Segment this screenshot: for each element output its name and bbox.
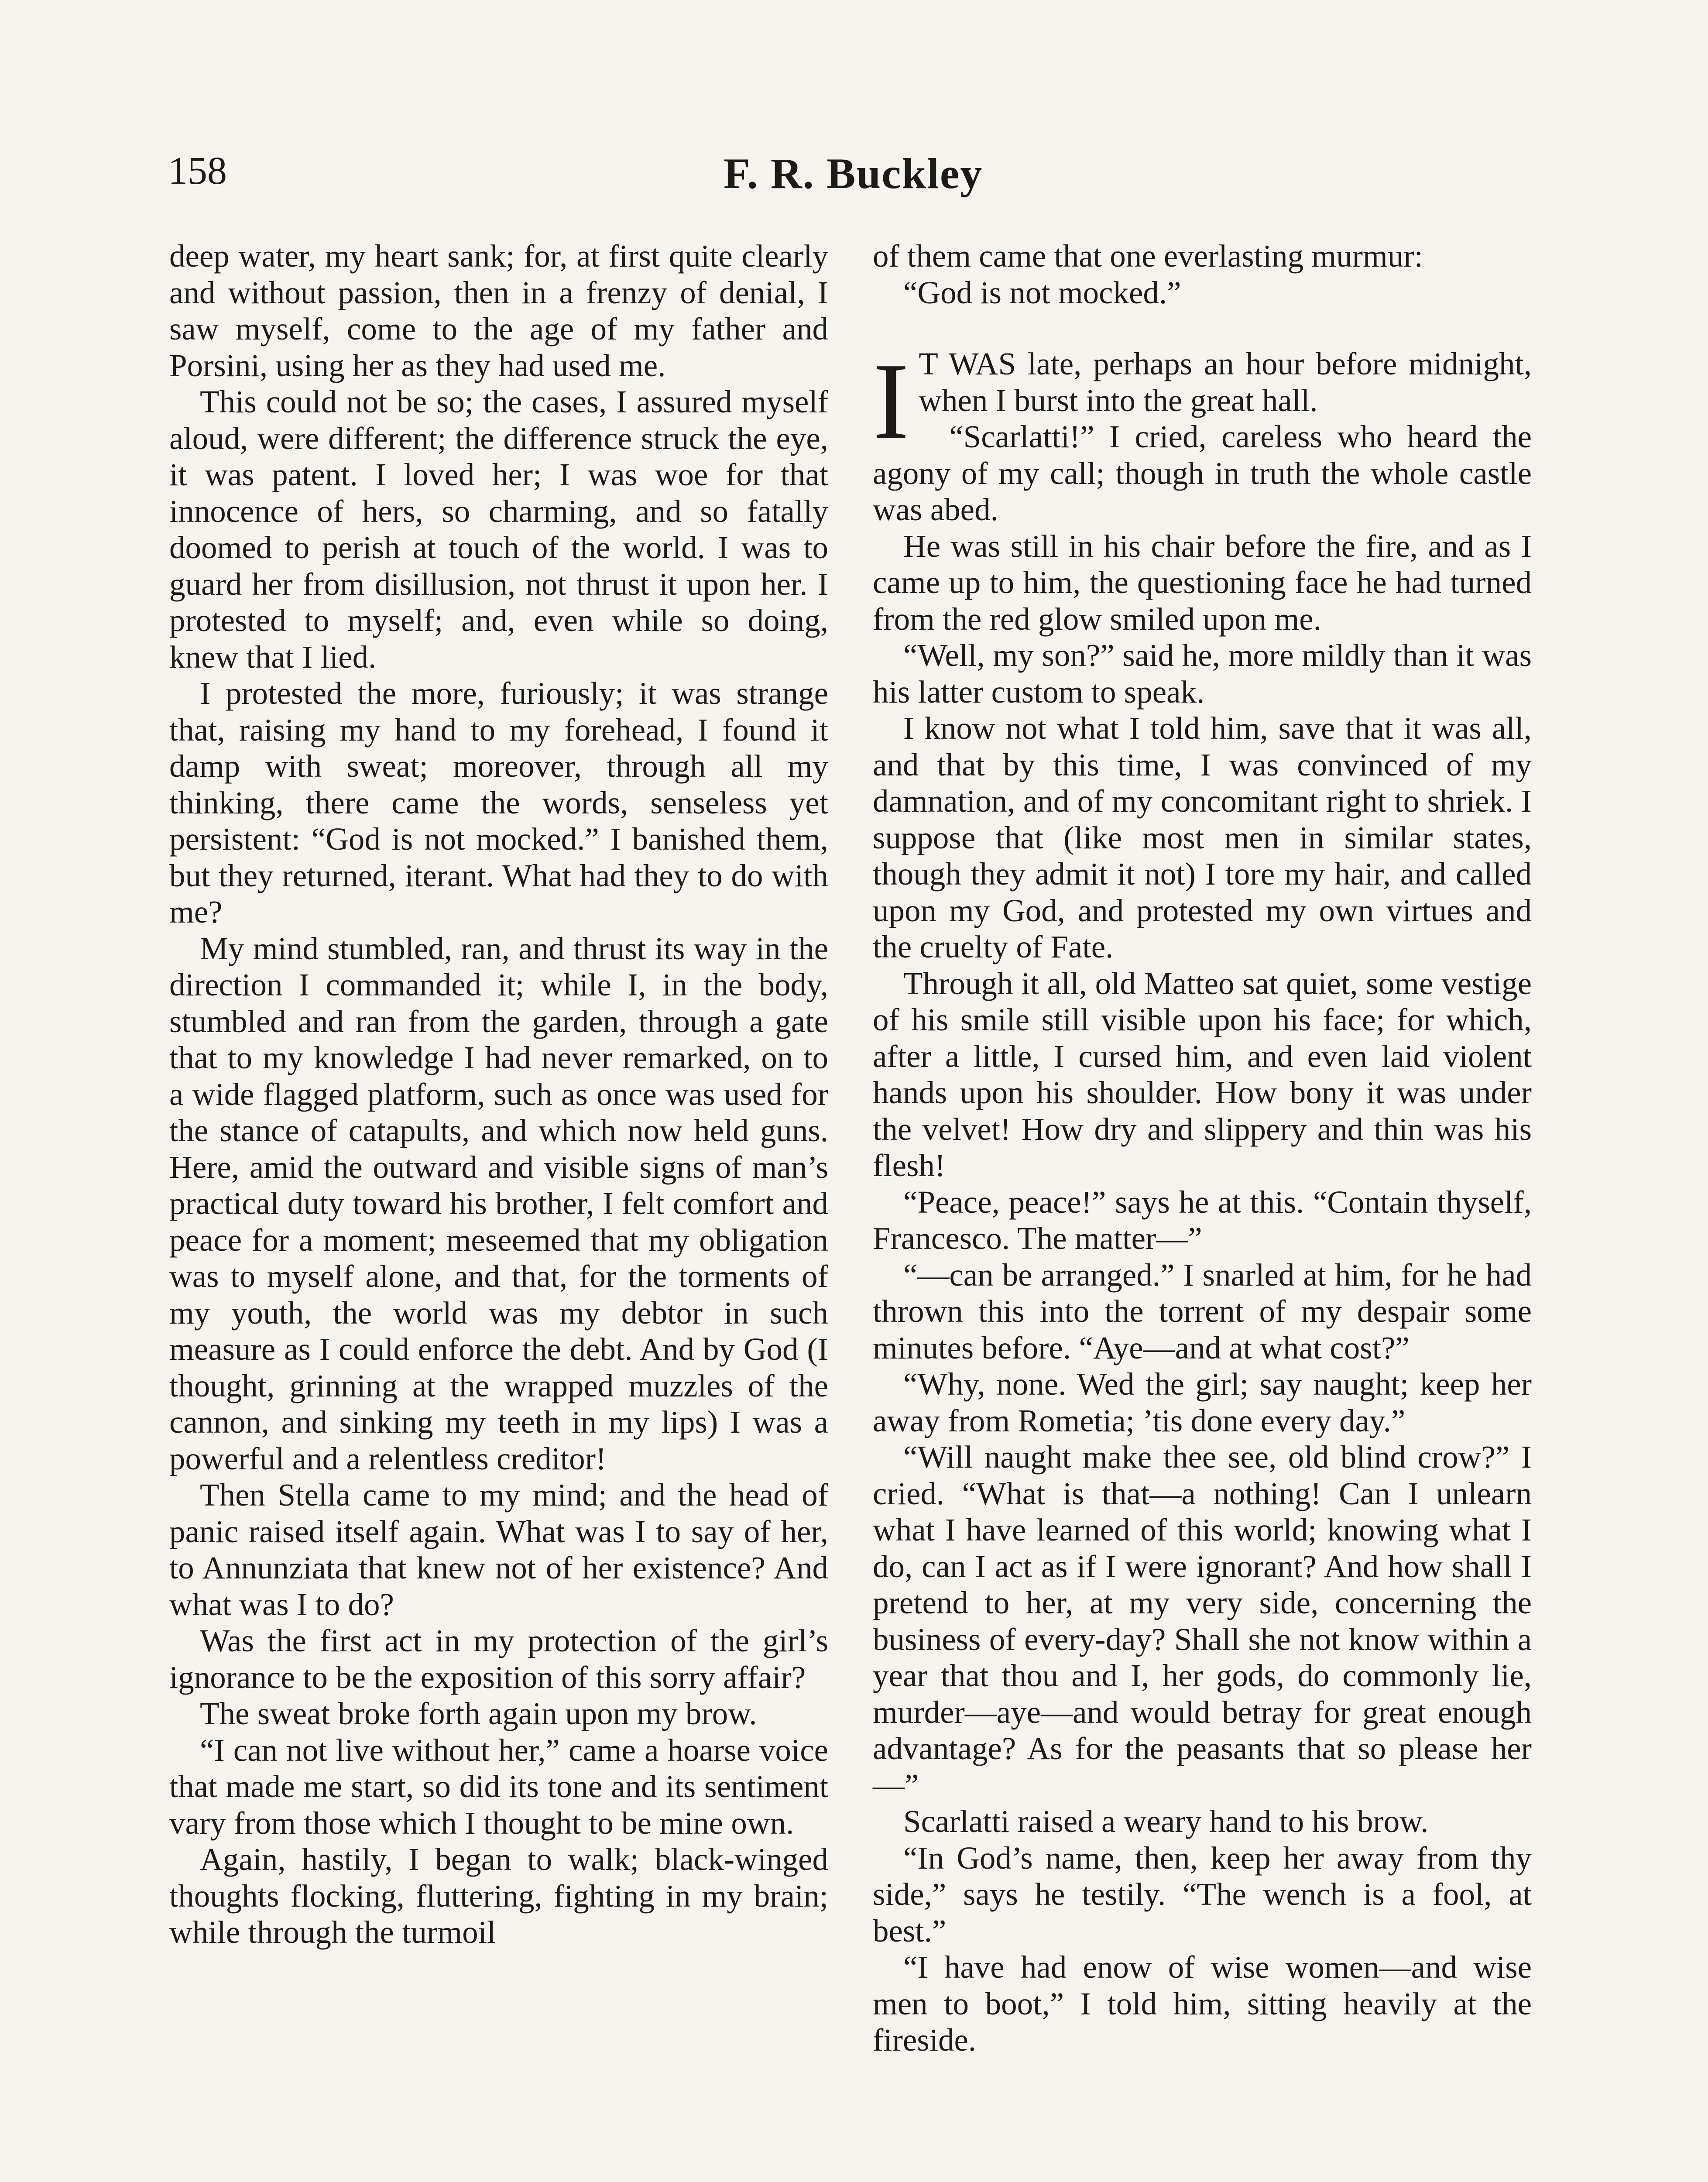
page-header: [168, 148, 1538, 209]
paragraph: “I can not live without her,” came a hoarse voice that made me start, so did its tone and its sentiment vary from those which I thought to be mine own.: [169, 1732, 828, 1841]
paragraph: He was still in his chair before the fire, and as I came up to him, the questioning face he had turned from the red glow smiled upon me.: [873, 528, 1532, 637]
paragraph: My mind stumbled, ran, and thrust its way in the direction I commanded it; while I, in the body, stumbled and ran from the garden, through a gate that to my knowledge I had never remarked, on to a wide flagged platform, such as once was used for the stance of catapults, and which now held guns. Here, amid the outward and visible signs of man’s practical duty toward his brother, I felt comfort and peace for a moment; meseemed that my obligation was to myself alone, and that, for the torments of my youth, the world was my debtor in such measure as I could enforce the debt. And by God (I thought, grinning at the wrapped muzzles of the cannon, and sinking my teeth in my lips) I was a powerful and a relentless creditor!: [169, 930, 828, 1476]
paragraph: Again, hastily, I began to walk; black-winged thoughts flocking, fluttering, fighting in my brain; while through the turmoil: [169, 1842, 828, 1950]
paragraph: Then Stella came to my mind; and the head of panic raised itself again. What was I to say of her, to Annunziata that knew not of her existence? And what was I to do?: [169, 1477, 828, 1622]
section-gap: [873, 311, 1532, 346]
drop-cap: I: [873, 341, 909, 462]
paragraph: The sweat broke forth again upon my brow.: [200, 1696, 757, 1731]
section-opening-paragraph: [873, 341, 1532, 462]
paragraph: “Why, none. Wed the girl; say naught; keep her away from Rometia; ’tis done every day.”: [873, 1366, 1532, 1438]
paragraph: Through it all, old Matteo sat quiet, some vestige of his smile still visible upon his face; for which, after a little, I cursed him, and even laid violent hands upon his shoulder. How bony it was under the velvet! How dry and slippery and thin was his flesh!: [873, 965, 1532, 1183]
paragraph: “I have had enow of wise women—and wise men to boot,” I told him, sitting heavily at the fireside.: [873, 1949, 1532, 2058]
section-opening-text: late, perhaps an hour before midnight, when I burst into the great hall.: [919, 346, 1532, 418]
paragraph: “Well, my son?” said he, more mildly than it was his latter custom to speak.: [873, 638, 1532, 710]
paragraph: deep water, my heart sank; for, at first quite clearly and without passion, then in a frenzy of denial, I saw myself, come to the age of my father and Porsini, using her as they had used me.: [169, 238, 828, 383]
paragraph: “Scarlatti!” I cried, careless who heard the agony of my call; though in truth the whole castle was abed.: [873, 419, 1532, 527]
right-text-column: [873, 238, 1532, 2058]
paragraph: of them came that one everlasting murmur:: [873, 238, 1423, 274]
paragraph: This could not be so; the cases, I assured myself aloud, were different; the difference struck the eye, it was patent. I loved her; I was woe for that innocence of hers, so charming, and so fatally doomed to perish at touch of the world. I was to guard her from disillusion, not thrust it upon her. I protested to myself; and, even while so doing, knew that I lied.: [169, 384, 828, 675]
paragraph: Scarlatti raised a weary hand to his brow.: [903, 1804, 1429, 1839]
paragraph: I protested the more, furiously; it was strange that, raising my hand to my forehead, I found it damp with sweat; moreover, through all my thinking, there came the words, senseless yet persistent: “God is not mocked.” I banished them, but they returned, iterant. What had they to do with me?: [169, 676, 828, 930]
paragraph: “Peace, peace!” says he at this. “Contain thyself, Francesco. The matter—”: [873, 1184, 1532, 1256]
page-number: 158: [168, 149, 227, 192]
running-head-author: F. R. Buckley: [723, 149, 983, 198]
paragraph: “In God’s name, then, keep her away from thy side,” says he testily. “The wench is a fool, at best.”: [873, 1840, 1532, 1949]
paragraph: Was the first act in my protection of the girl’s ignorance to be the exposition of this sorry affair?: [169, 1623, 828, 1695]
paragraph: “—can be arranged.” I snarled at him, for he had thrown this into the torrent of my despair some minutes before. “Aye—and at what cost?”: [873, 1257, 1532, 1365]
paragraph: “Will naught make thee see, old blind crow?” I cried. “What is that—a nothing! Can I unlearn what I have learned of this world; knowing what I do, can I act as if I were ignorant? And how shall I pretend to her, at my very side, concerning the business of every-day? Shall she not know within a year that thou and I, her gods, do commonly lie, murder—aye—and would betray for great enough advantage? As for the peasants that so please her—”: [873, 1439, 1532, 1803]
left-text-column: [169, 238, 828, 1951]
lead-in-caps: T WAS: [919, 346, 1016, 381]
paragraph: I know not what I told him, save that it was all, and that by this time, I was convinced of my damnation, and of my concomitant right to shriek. I suppose that (like most men in similar states, though they admit it not) I tore my hair, and called upon my God, and protested my own virtues and the cruelty of Fate.: [873, 710, 1532, 964]
paragraph: “God is not mocked.”: [903, 274, 1181, 310]
